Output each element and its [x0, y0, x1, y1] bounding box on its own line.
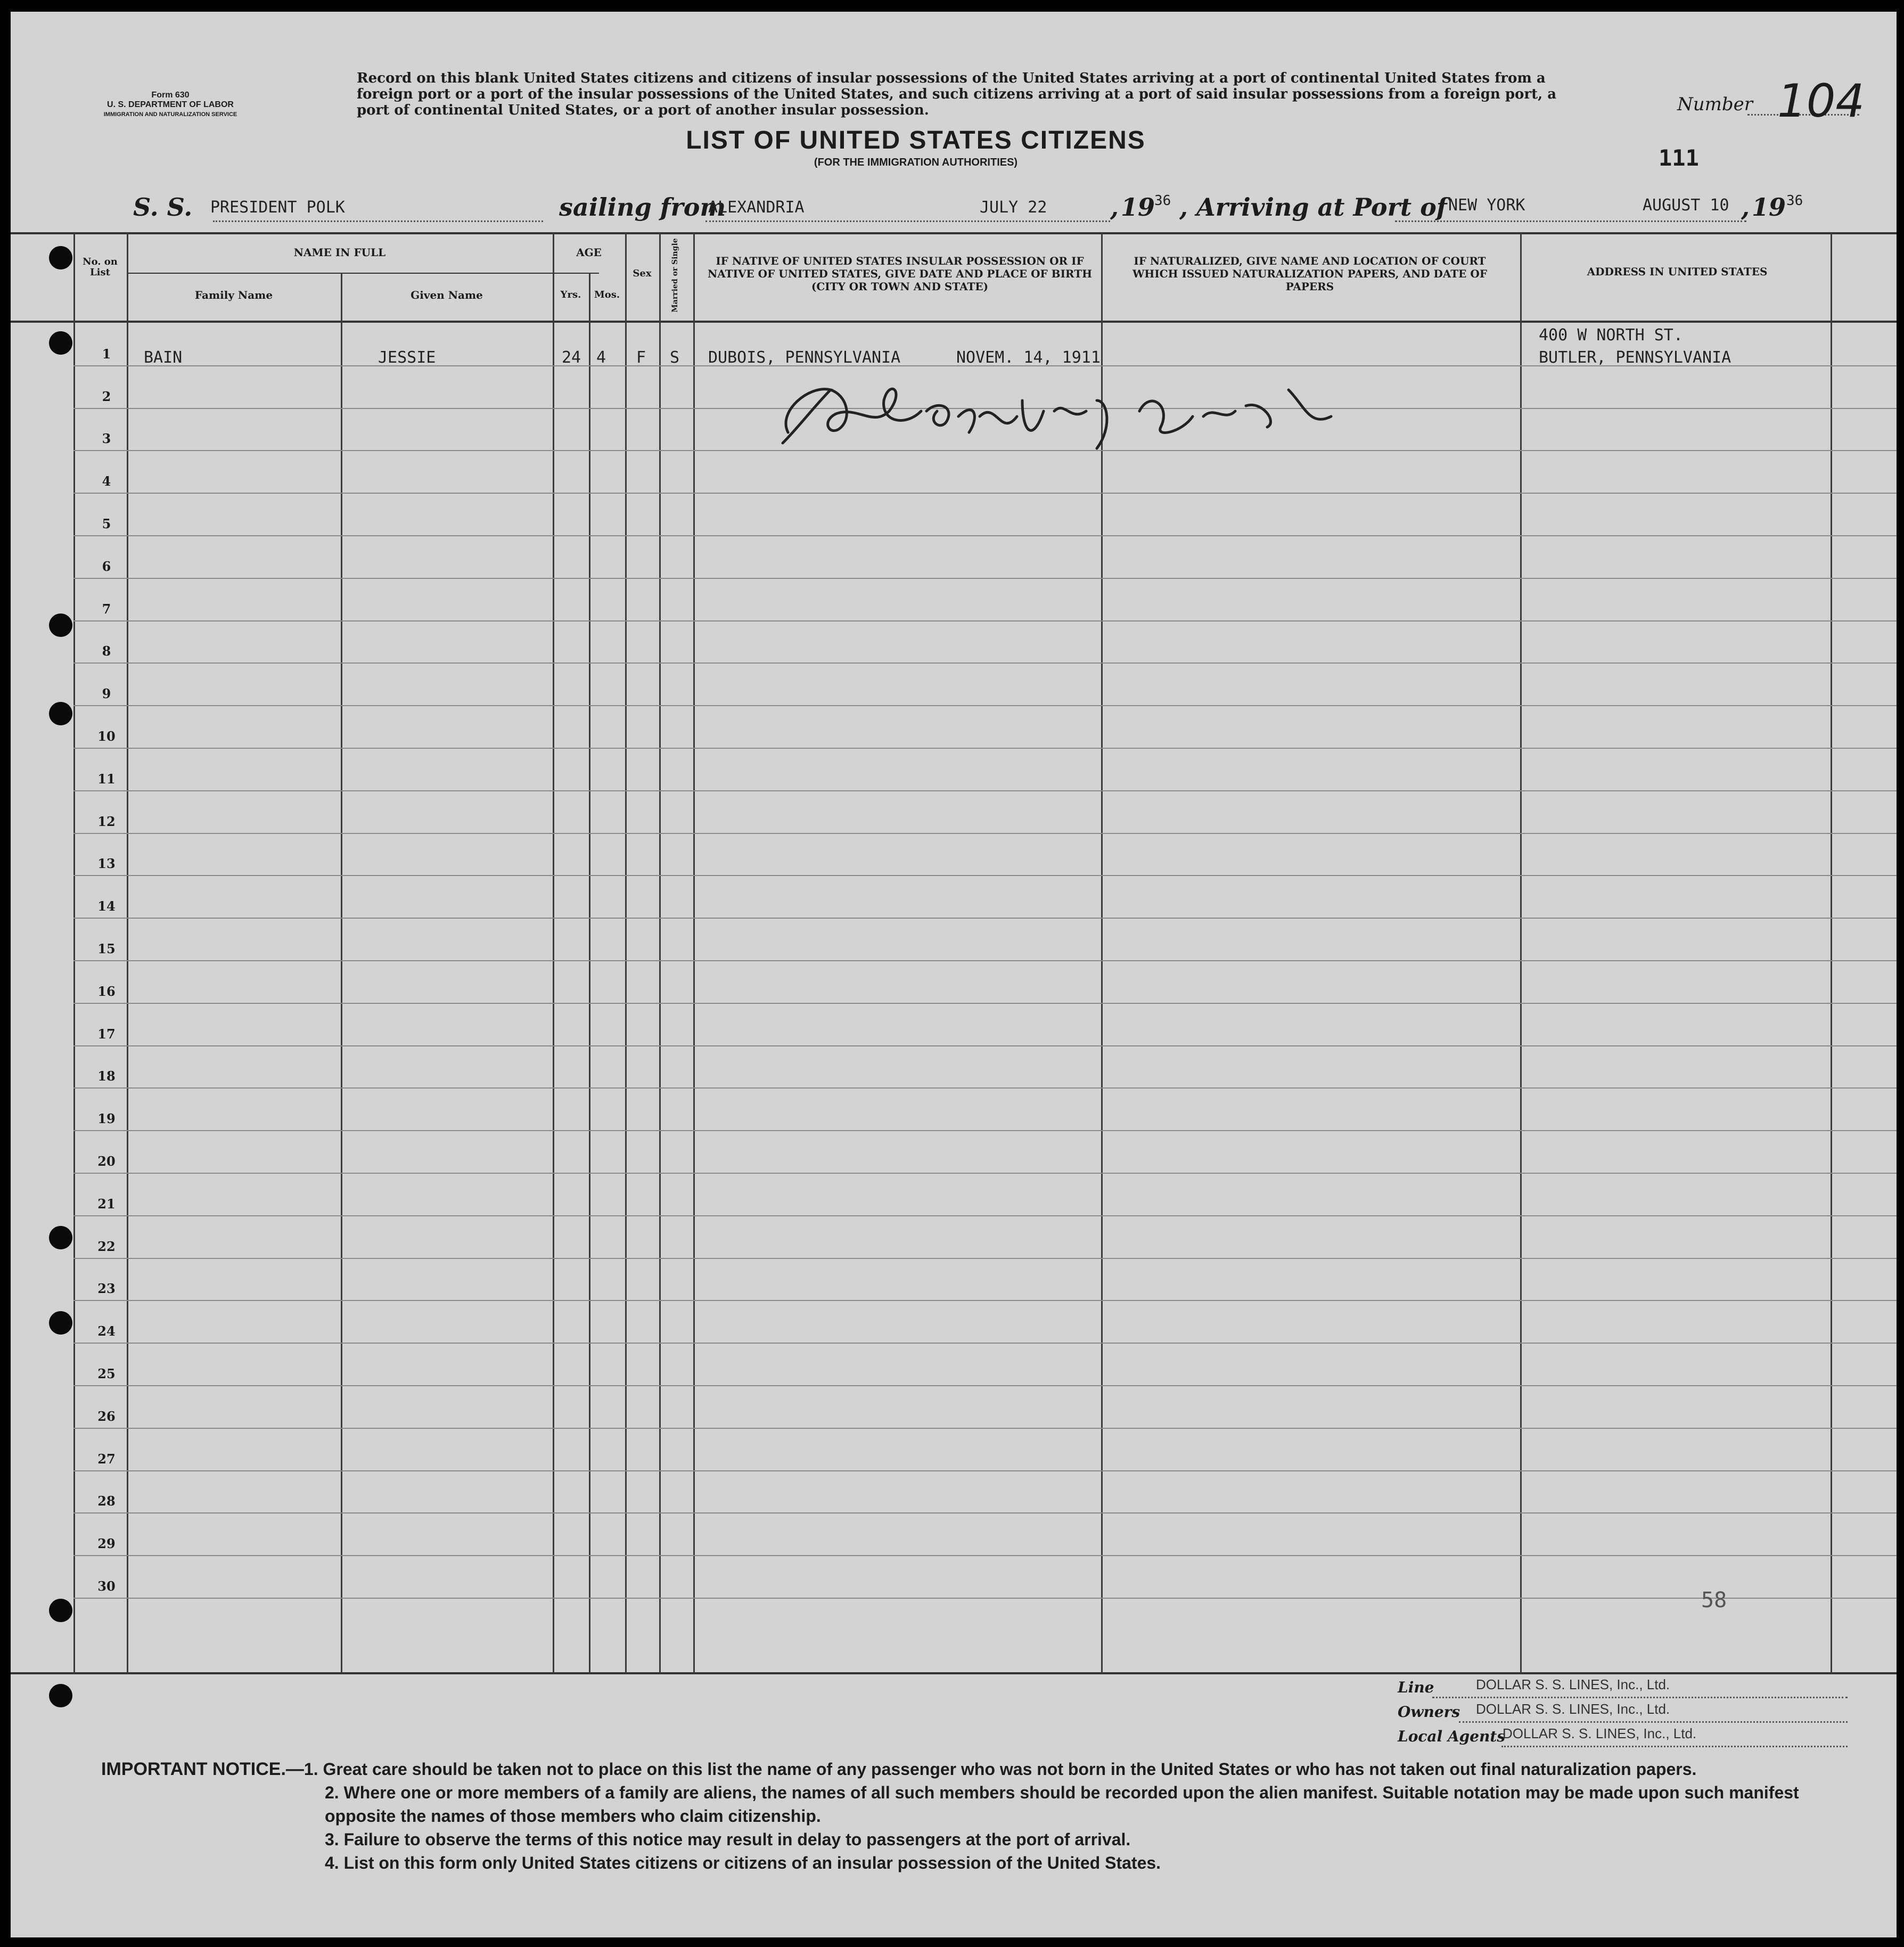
list-page-number: 111 [1659, 145, 1699, 171]
row-rule [73, 662, 1897, 664]
row-number: 14 [97, 898, 116, 914]
row-number: 28 [97, 1493, 116, 1509]
header-married-or-single: Married or Single [671, 238, 679, 313]
form-number: Form 630 [151, 91, 190, 100]
owners-value: DOLLAR S. S. LINES, Inc., Ltd. [1476, 1701, 1670, 1717]
ship-underline [213, 220, 543, 222]
from-underline [705, 220, 1110, 222]
row-rule [73, 1087, 1897, 1089]
row-number: 30 [97, 1578, 116, 1594]
notice-item-4: 4. List on this form only United States citizens or citizens of an insular possession of the United States. [325, 1853, 1161, 1872]
entry-age-yrs: 24 [562, 348, 581, 367]
row-number: 24 [97, 1323, 116, 1339]
notice-item-2: 2. Where one or more members of a family are aliens, the names of all such members should be recorded upon the alien manifest. Suitable notation may be made upon such manifest opposite the names of those members who claim citizenship. [325, 1783, 1799, 1826]
service-name: IMMIGRATION AND NATURALIZATION SERVICE [103, 111, 237, 118]
inspector-signature-mark [767, 369, 1363, 459]
row-number: 21 [97, 1196, 116, 1212]
table-top-border [11, 232, 1897, 234]
row-rule [73, 493, 1897, 494]
row-rule [73, 875, 1897, 876]
row-rule [73, 833, 1897, 834]
row-rule [73, 748, 1897, 749]
punch-hole [49, 1684, 72, 1707]
depart-year: 36 [1154, 193, 1171, 209]
entry-birth-date: NOVEM. 14, 1911 [956, 348, 1101, 367]
page-subtitle: (FOR THE IMMIGRATION AUTHORITIES) [814, 157, 1018, 168]
row-rule [73, 1470, 1897, 1471]
row-number: 4 [102, 473, 111, 489]
col-rule-yrs [589, 273, 590, 1673]
punch-hole [49, 1599, 72, 1622]
arrive-year: 36 [1786, 193, 1803, 209]
age-subheader-rule [554, 273, 599, 274]
port-underline [1395, 220, 1746, 222]
row-number: 25 [97, 1366, 116, 1381]
page-mark: 58 [1701, 1588, 1727, 1613]
row-rule [73, 1258, 1897, 1259]
row-number: 27 [97, 1451, 116, 1467]
punch-hole [49, 613, 72, 637]
entry-given-name: JESSIE [378, 348, 436, 367]
punch-hole [49, 1311, 72, 1335]
row-number: 11 [97, 771, 116, 787]
entry-birth-place: DUBOIS, PENNSYLVANIA [708, 348, 901, 367]
row-rule [73, 1555, 1897, 1556]
row-rule [73, 1130, 1897, 1131]
row-number: 29 [97, 1536, 116, 1551]
col-rule-given [553, 232, 554, 1673]
row-number: 1 [102, 346, 111, 362]
header-native-insular: IF NATIVE OF UNITED STATES INSULAR POSSESSION OR IF NATIVE OF UNITED STATES, GIVE DATE AND PLACE OF BIRTH (CITY OR TOWN AND STATE) [708, 255, 1092, 293]
punch-hole [49, 331, 72, 355]
arrive-year-prefix: 19 [1752, 193, 1786, 222]
row-number: 6 [102, 559, 111, 574]
row-number: 26 [97, 1409, 116, 1424]
row-number: 3 [102, 431, 111, 446]
local-agents-underline [1501, 1746, 1848, 1747]
record-instructions: Record on this blank United States citizens and citizens of insular possessions of the United States arriving at a port of continental United States from a foreign port or a port of the insular possessions of the United States, and such citizens arriving at a port of said insular possessions from a foreign port, a port of continental United States, or a port of another insular possession. [357, 70, 1557, 118]
owners-label: Owners [1398, 1703, 1460, 1721]
depart-year-prefix: 19 [1121, 193, 1155, 222]
row-number: 22 [97, 1239, 116, 1254]
row-number: 17 [97, 1026, 116, 1042]
row-rule [73, 535, 1897, 536]
row-rule [73, 1045, 1897, 1046]
local-agents-value: DOLLAR S. S. LINES, Inc., Ltd. [1503, 1725, 1697, 1741]
owners-underline [1459, 1721, 1848, 1723]
entry-sex: F [636, 348, 646, 367]
line-underline [1432, 1697, 1848, 1698]
number-label: Number [1677, 94, 1753, 115]
notice-item-3: 3. Failure to observe the terms of this notice may result in delay to passengers at the port of arrival. [325, 1830, 1131, 1849]
row-rule [73, 1598, 1897, 1599]
row-rule [73, 705, 1897, 706]
sailing-label: sailing from [559, 193, 726, 222]
name-subheader-rule [127, 273, 563, 274]
row-number: 20 [97, 1154, 116, 1169]
row-rule [73, 578, 1897, 579]
arrival-port: NEW YORK [1448, 196, 1525, 215]
row-rule [73, 1385, 1897, 1386]
row-rule [73, 790, 1897, 791]
row-number: 19 [97, 1111, 116, 1126]
row-rule [73, 1512, 1897, 1514]
col-rule-left [73, 232, 75, 1673]
row-rule [73, 1215, 1897, 1216]
row-rule [73, 620, 1897, 621]
important-notice [101, 1757, 1858, 1875]
row-number: 9 [102, 686, 111, 701]
col-rule-address [1831, 232, 1832, 1673]
row-rule [73, 918, 1897, 919]
line-value: DOLLAR S. S. LINES, Inc., Ltd. [1476, 1676, 1670, 1692]
header-bottom-border [11, 321, 1897, 323]
entry-address-line2: BUTLER, PENNSYLVANIA [1539, 348, 1731, 367]
row-number: 12 [97, 814, 116, 829]
header-yrs: Yrs. [560, 289, 581, 300]
entry-marital: S [670, 348, 680, 367]
punch-hole [49, 702, 72, 725]
department-name: U. S. DEPARTMENT OF LABOR [107, 100, 234, 109]
row-number: 23 [97, 1281, 116, 1296]
header-address: ADDRESS IN UNITED STATES [1587, 265, 1768, 278]
line-label: Line [1398, 1679, 1434, 1696]
ss-label: S. S. [133, 193, 193, 222]
header-naturalized: IF NATURALIZED, GIVE NAME AND LOCATION OF COURT WHICH ISSUED NATURALIZATION PAPERS, AND DATE OF PAPERS [1132, 255, 1488, 293]
notice-item-1: 1. Great care should be taken not to place on this list the name of any passenger who was not born in the United States or who has not taken out final naturalization papers. [303, 1760, 1697, 1779]
col-rule-naturalized [1520, 232, 1522, 1673]
row-number: 5 [102, 516, 111, 531]
header-family-name: Family Name [194, 289, 273, 301]
row-number: 16 [97, 984, 116, 999]
row-rule [73, 960, 1897, 961]
col-rule-sex [659, 232, 661, 1673]
header-no-on-list: No. on List [83, 256, 118, 278]
arriving-label: , Arriving at Port of [1179, 193, 1447, 222]
col-rule-marital [693, 232, 695, 1673]
row-number: 7 [102, 601, 111, 617]
header-sex: Sex [633, 268, 652, 279]
row-number: 15 [97, 941, 116, 956]
ship-name: PRESIDENT POLK [210, 198, 345, 217]
notice-heading: IMPORTANT NOTICE.— [101, 1759, 304, 1779]
header-mos: Mos. [594, 289, 620, 300]
entry-address-line1: 400 W NORTH ST. [1539, 326, 1683, 345]
col-rule-family [341, 273, 342, 1673]
col-rule-mos [625, 232, 627, 1673]
page-title: LIST OF UNITED STATES CITIZENS [686, 126, 1146, 154]
entry-family-name: BAIN [144, 348, 183, 367]
punch-hole [49, 1226, 72, 1249]
header-age: AGE [576, 246, 602, 259]
table-bottom-border [11, 1672, 1897, 1674]
row-number: 2 [102, 389, 111, 404]
row-number: 8 [102, 643, 111, 659]
manifest-sheet: Form 630 U. S. DEPARTMENT OF LABOR IMMIGRATION AND NATURALIZATION SERVICE Record on this blank United States citizens and citizens of insular possessions of the United States arriving at a port of continental United States from a foreign port or a port of the insular possessions of the United States, and such citizens arriving at a port of said insular possessions from a foreign port, a port of continental United States, or a port of another insular possession. LIST OF UNITED STATES CITIZENS (FOR THE IMMIGRATION AUTHORITIES) Number 104 111 S. S. PRESIDENT POLK sailing from ALEXANDRIA JULY 22 , 19 36 , Arriving at Port of NEW YORK AUGUST 10 , 19 36 No. on List NAME IN FULL Family Name Given Name AGE Yrs. Mos. Sex Married or Single IF NATIVE OF UNITED STATES INSULAR POSSESSION OR IF NATIVE OF UNITED STATES, GIVE DATE AND PLACE OF BIRTH (CITY OR TOWN AND STATE) IF NATURALIZED, GIVE NAME AND LOCATION OF COURT WHICH ISSUED NATURALIZATION PAPERS, AND DATE OF PAPERS ADDRESS IN UNITED STATES 1 2 3 4 5 6 7 8 9 10 11 12 13 14 15 16 17 18 19 20 21 22 23 24 25 26 27 28 29 30 BAIN JESSIE 24 4 F S DUBOIS, PENNSYLVANIA NOVEM. 14, 1911 400 W NORTH ST. BUTLER, PENNSYLVANIA 58 Line DOLLAR S. S. LINES, Inc., Ltd. Owners DOLLAR S. S. LINES, Inc., Ltd. Local Agents DOLLAR S. S. LINES, Inc., Ltd. IMPORTANT NOTICE.—1. Great care should be taken not to place on this list the name of any passenger who was not born in the United States or who has not taken out final naturalization papers. 2. Where one or more members of a family are aliens, the names of all such members should be recorded upon the alien manifest. Suitable notation may be made upon such manifest opposite the names of those members who claim citizenship. 3. Failure to observe the terms of this notice may result in delay to passengers at the port of arrival. 4. List on this form only United States citizens or citizens of an insular possession of the United States. [11, 12, 1897, 1937]
row-number: 18 [97, 1068, 116, 1084]
form-identification [72, 91, 269, 119]
header-given-name: Given Name [411, 289, 483, 301]
row-rule [73, 1428, 1897, 1429]
punch-hole [49, 246, 72, 269]
row-rule [73, 1300, 1897, 1301]
row-rule [73, 1173, 1897, 1174]
number-value: 104 [1777, 75, 1865, 128]
row-number: 10 [97, 729, 116, 744]
depart-date: JULY 22 [980, 198, 1047, 217]
header-name-in-full: NAME IN FULL [293, 246, 386, 259]
local-agents-label: Local Agents [1398, 1728, 1506, 1745]
row-rule [73, 1343, 1897, 1344]
arrive-date: AUGUST 10 [1643, 196, 1729, 215]
entry-age-mos: 4 [596, 348, 606, 367]
row-number: 13 [97, 856, 116, 871]
from-port: ALEXANDRIA [708, 198, 805, 217]
row-rule [73, 1003, 1897, 1004]
